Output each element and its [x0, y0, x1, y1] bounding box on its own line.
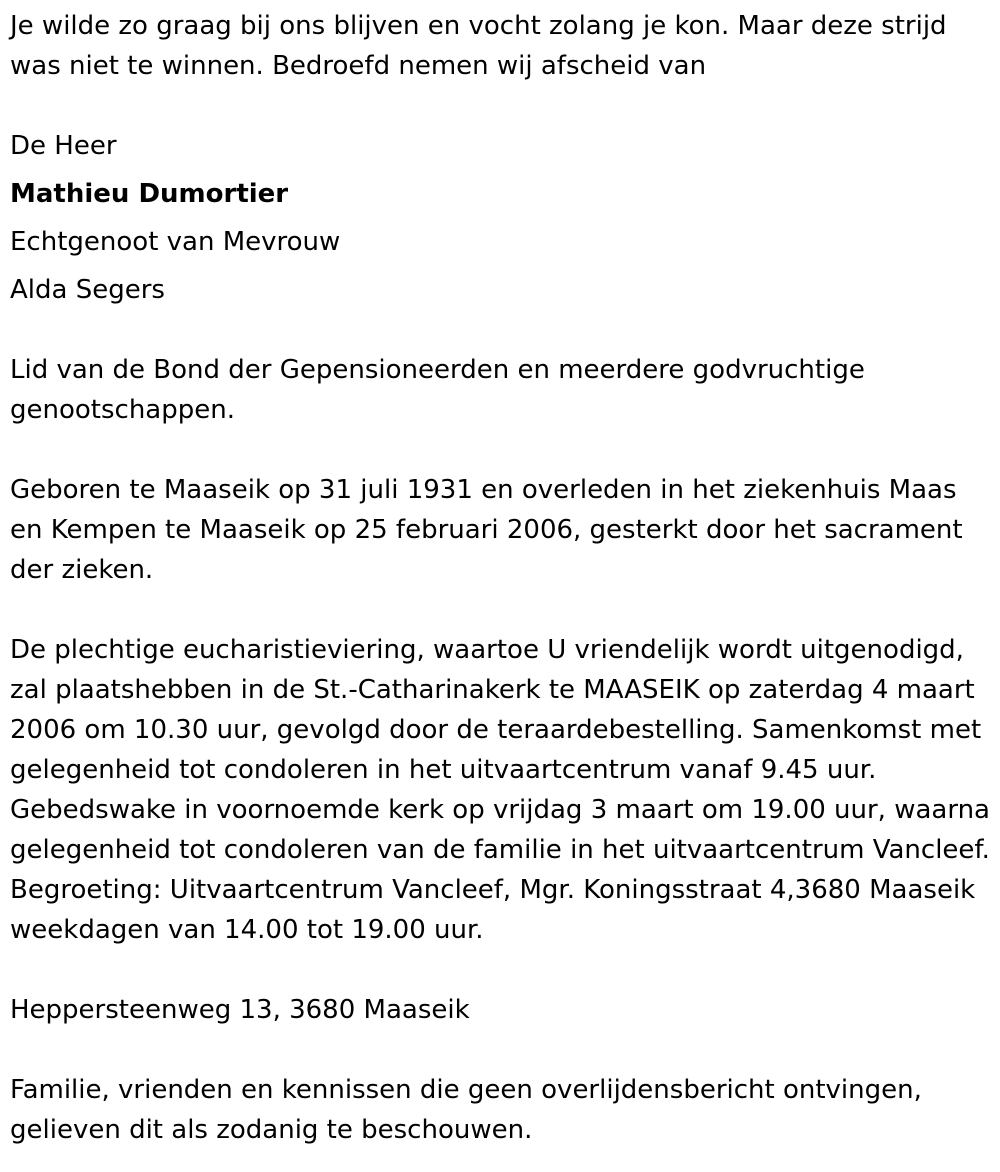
deceased-name: Mathieu Dumortier	[10, 179, 289, 209]
honorific: De Heer	[10, 131, 117, 161]
notice-text: Familie, vrienden en kennissen die geen overlijdensbericht ontvingen, gelieven dit als zodanig te beschouwen.	[10, 1075, 922, 1145]
membership-text: Lid van de Bond der Gepensioneerden en meerdere godvruchtige genootschappen.	[10, 355, 865, 425]
address-text: Heppersteenweg 13, 3680 Maaseik	[10, 995, 470, 1025]
ceremony-text: De plechtige eucharistieviering, waartoe U vriendelijk wordt uitgenodigd, zal plaatshebben in de St.-Catharinakerk te MAASEIK op zaterdag 4 maart 2006 om 10.30 uur, gevolgd door de teraardebestelling. Samenkomst met gelegenheid tot condoleren in het uitvaartcentrum vanaf 9.45 uur. Gebedswake in voornoemde kerk op vrijdag 3 maart om 19.00 uur, waarna gelegenheid tot condoleren van de familie in het uitvaartcentrum Vancleef. Begroeting: Uitvaartcentrum Vancleef, Mgr. Koningsstraat 4,3680 Maaseik weekdagen van 14.00 tot 19.00 uur.	[10, 635, 990, 945]
obituary-notice	[0, 6, 1000, 1150]
birth-death-text: Geboren te Maaseik op 31 juli 1931 en overleden in het ziekenhuis Maas en Kempen te Maaseik op 25 februari 2006, gesterkt door het sacrament der zieken.	[10, 475, 963, 585]
spouse-name: Alda Segers	[10, 275, 165, 305]
intro-text: Je wilde zo graag bij ons blijven en vocht zolang je kon. Maar deze strijd was niet te winnen. Bedroefd nemen wij afscheid van	[10, 11, 947, 81]
spouse-line: Echtgenoot van Mevrouw	[10, 227, 341, 257]
